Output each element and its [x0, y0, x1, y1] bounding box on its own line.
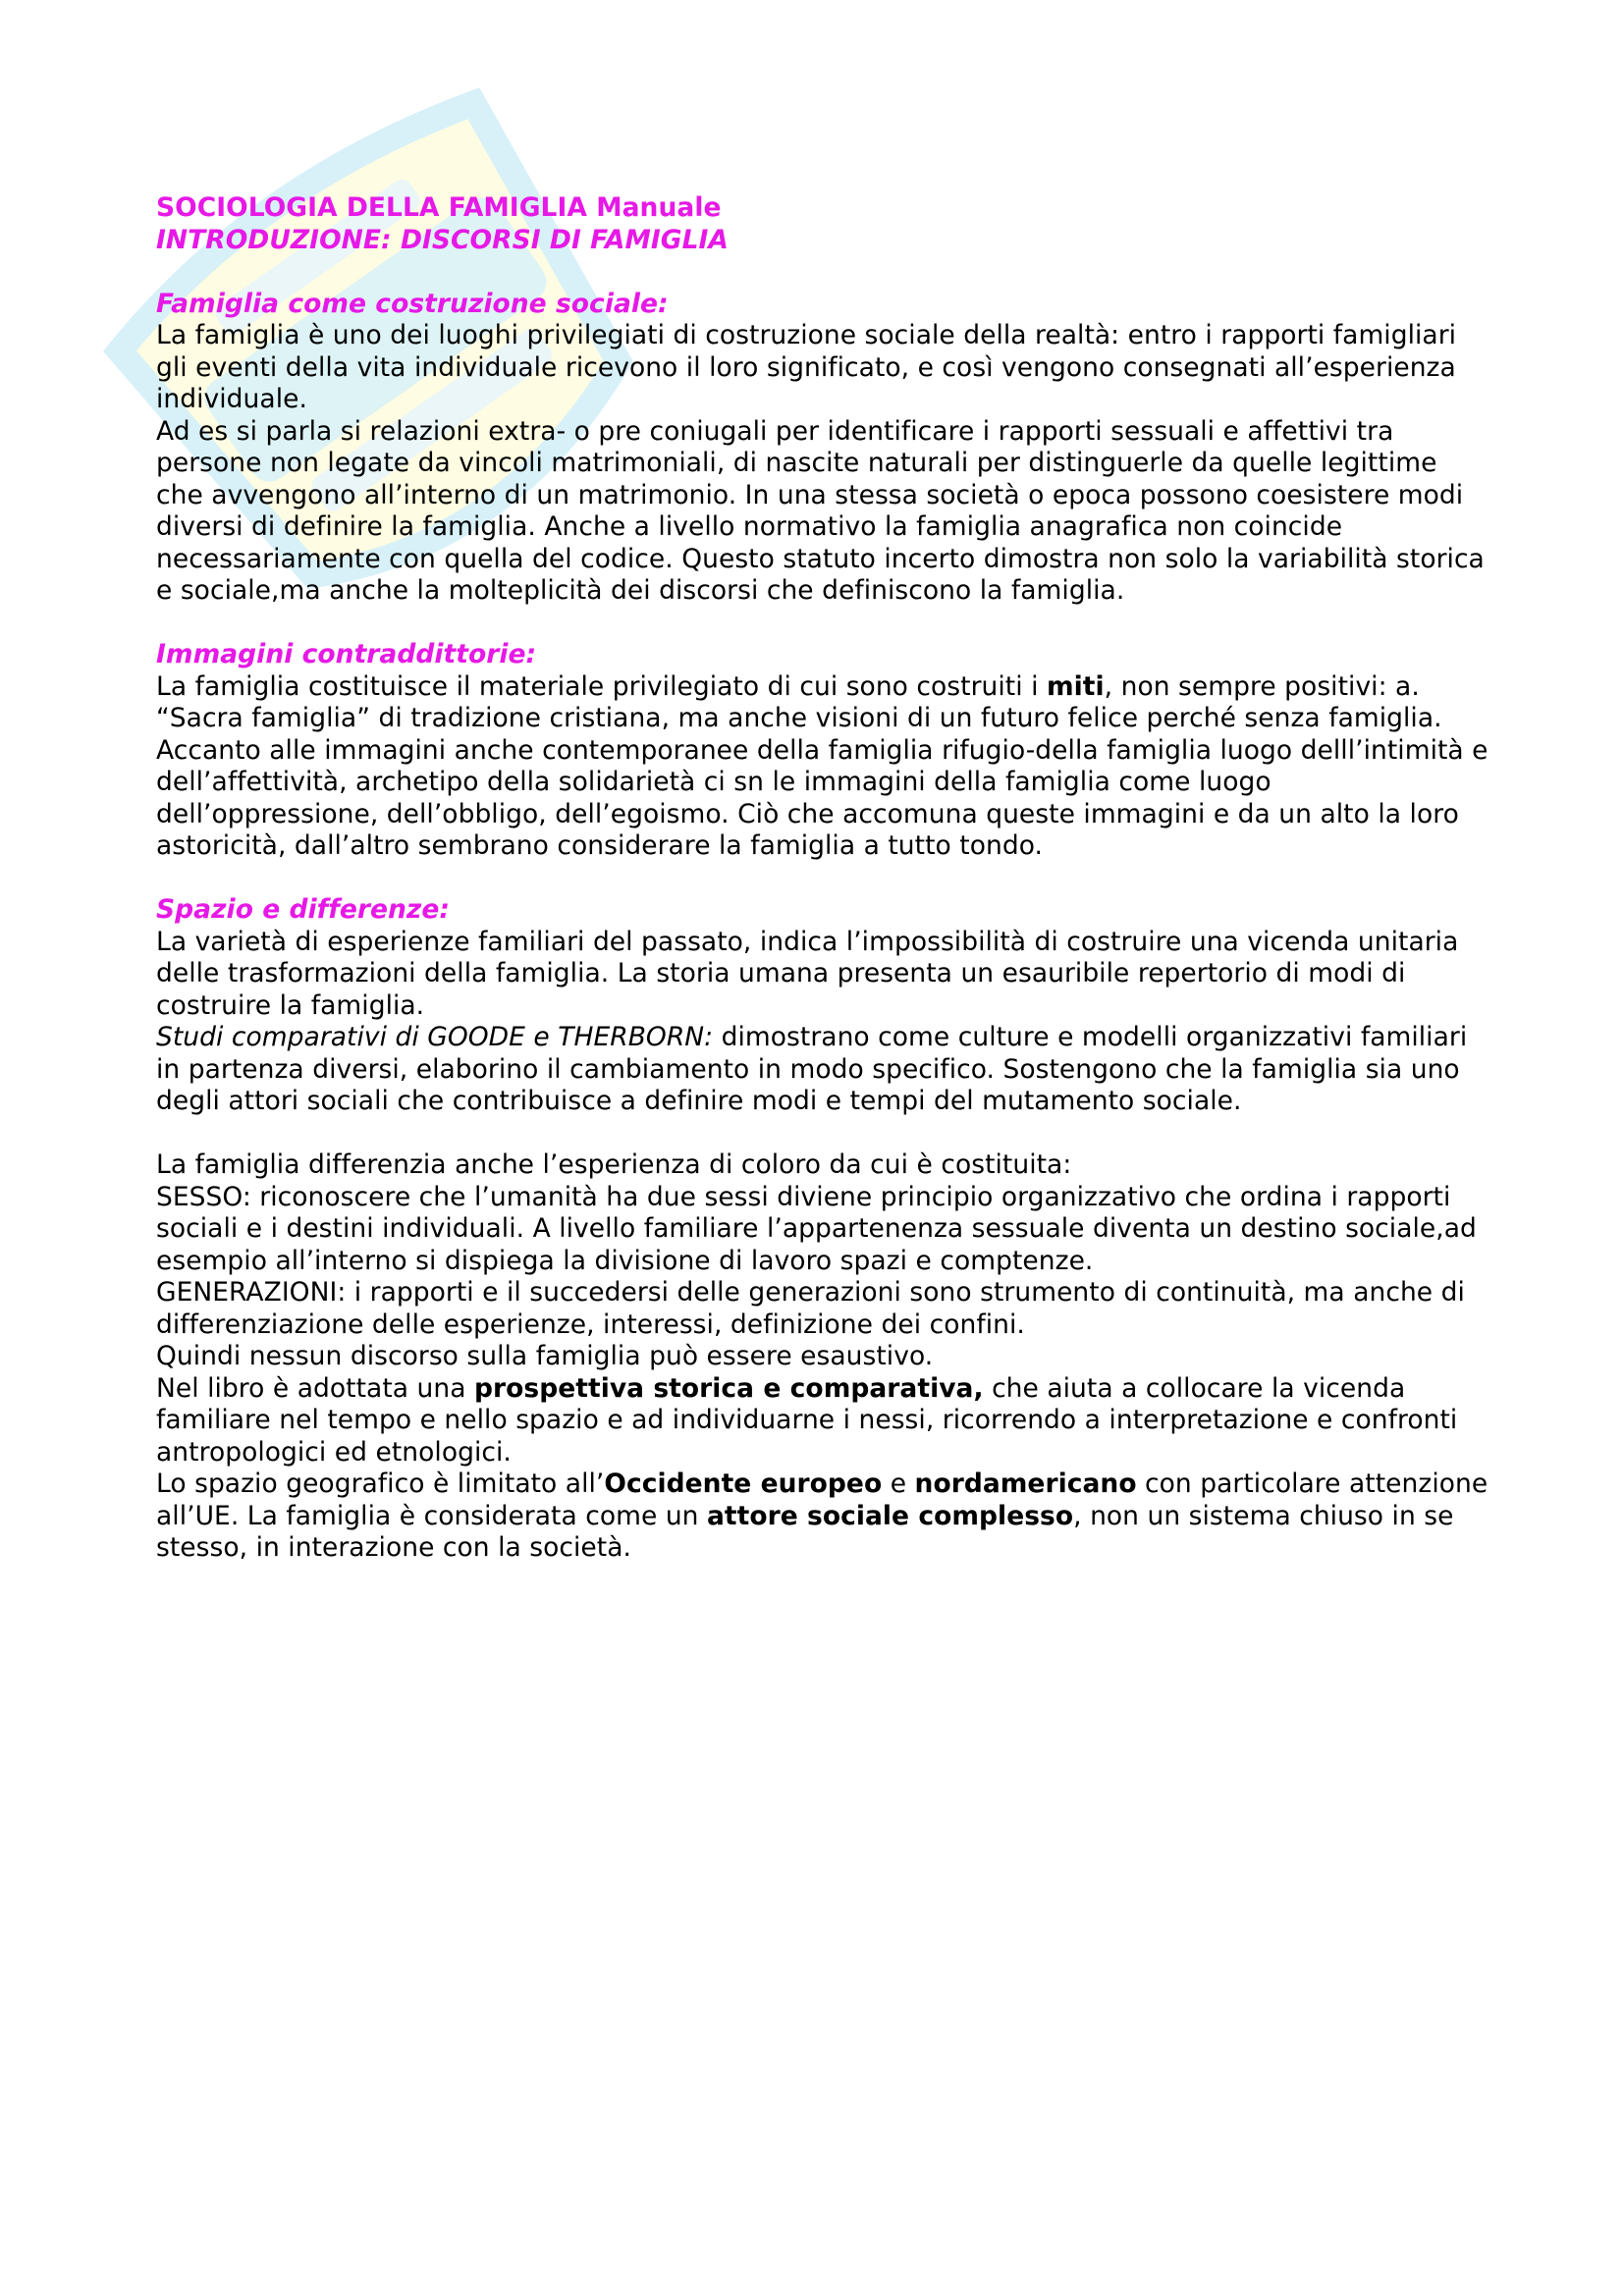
paragraph: Ad es si parla si relazioni extra- o pre coniugali per identificare i rapporti sessuali e affettivi tra persone non legate da vincoli matrimoniali, di nascite naturali per distinguerle da quelle legittime che avvengono all’interno di un matrimonio. In una stessa società o epoca possono coesistere modi diversi di definire la famiglia. Anche a livello normativo la famiglia anagrafica non coincide necessariamente con quella del codice. Questo statuto incerto dimostra non solo la variabilità storica e sociale,ma anche la molteplicità dei discorsi che definiscono la famiglia.	[156, 415, 1485, 606]
paragraph: La famiglia è uno dei luoghi privilegiati di costruzione sociale della realtà: entro i rapporti famigliari gli eventi della vita individuale ricevono il loro significato, e così vengono consegnati all’esperienza individuale.	[156, 320, 1457, 414]
document-title: SOCIOLOGIA DELLA FAMIGLIA Manuale	[156, 192, 722, 223]
spacer	[156, 256, 1491, 289]
section-heading: Famiglia come costruzione sociale:	[156, 288, 669, 319]
text-run: , non un sistema chiuso in se stesso, in interazione con la società.	[156, 1500, 1454, 1563]
text-run: Lo spazio geografico è limitato all’	[156, 1468, 605, 1499]
paragraph	[156, 1468, 1491, 1565]
italic-term: Studi comparativi di GOODE e THERBORN:	[156, 1022, 714, 1052]
paragraph	[156, 1373, 1491, 1469]
paragraph: Quindi nessun discorso sulla famiglia può essere esaustivo.	[156, 1341, 934, 1371]
text-run: , non sempre positivi: a. “Sacra famiglia” di tradizione cristiana, ma anche visioni di un futuro felice perché senza famiglia. Accanto alle immagini anche contemporanee della famiglia rifugio-della famiglia luogo delll’intimità e dell’affettività, archetipo della solidarietà ci sn le immagini della famiglia come luogo dell’oppressione, dell’obbligo, dell’egoismo. Ciò che accomuna queste immagini e da un alto la loro astoricità, dall’altro sembrano considerare la famiglia a tutto tondo.	[156, 670, 1488, 861]
bold-term: Occidente europeo	[604, 1468, 883, 1499]
text-run: Nel libro è adottata una	[156, 1372, 474, 1404]
text-run: che aiuta a collocare la vicenda familiare nel tempo e nello spazio e ad individuarne i nessi, ricorrendo a interpretazione e confronti antropologici ed etnologici.	[156, 1372, 1458, 1468]
section-heading: Spazio e differenze:	[156, 894, 451, 925]
document-body	[156, 192, 1491, 1565]
text-run: con particolare attenzione all’UE. La famiglia è considerata come un	[156, 1468, 1488, 1531]
bold-term: attore sociale complesso	[706, 1500, 1074, 1531]
spacer	[156, 608, 1491, 640]
paragraph: La varietà di esperienze familiari del passato, indica l’impossibilità di costruire una vicenda unitaria delle trasformazioni della famiglia. La storia umana presenta un esauribile repertorio di modi di costruire la famiglia.	[156, 926, 1459, 1021]
bold-term: miti	[1047, 670, 1105, 702]
paragraph	[156, 671, 1491, 863]
paragraph: SESSO: riconoscere che l’umanità ha due sessi diviene principio organizzativo che ordina i rapporti sociali e i destini individuali. A livello familiare l’appartenenza sessuale diventa un destino sociale,ad esempio all’interno si dispiega la divisione di lavoro spazi e comptenze.	[156, 1181, 1477, 1276]
document-subtitle: INTRODUZIONE: DISCORSI DI FAMIGLIA	[156, 224, 729, 255]
text-run: e	[882, 1468, 915, 1499]
spacer	[156, 1118, 1491, 1150]
text-run: dimostrano come culture e modelli organizzativi familiari in partenza diversi, elaborino il cambiamento in modo specifico. Sostengono che la famiglia sia uno degli attori sociali che contribuisce a definire modi e tempi del mutamento sociale.	[156, 1022, 1468, 1116]
bold-term: prospettiva storica e comparativa,	[474, 1372, 984, 1404]
paragraph	[156, 1022, 1491, 1118]
paragraph: GENERAZIONI: i rapporti e il succedersi delle generazioni sono strumento di continuità, ma anche di differenziazione delle esperienze, interessi, definizione dei confini.	[156, 1277, 1465, 1340]
spacer	[156, 863, 1491, 895]
text-run: La famiglia costituisce il materiale privilegiato di cui sono costruiti i	[156, 670, 1048, 702]
bold-term: nordamericano	[914, 1468, 1137, 1499]
section-heading: Immagini contraddittorie:	[156, 639, 537, 669]
paragraph: La famiglia differenzia anche l’esperienza di coloro da cui è costituita:	[156, 1149, 1072, 1180]
